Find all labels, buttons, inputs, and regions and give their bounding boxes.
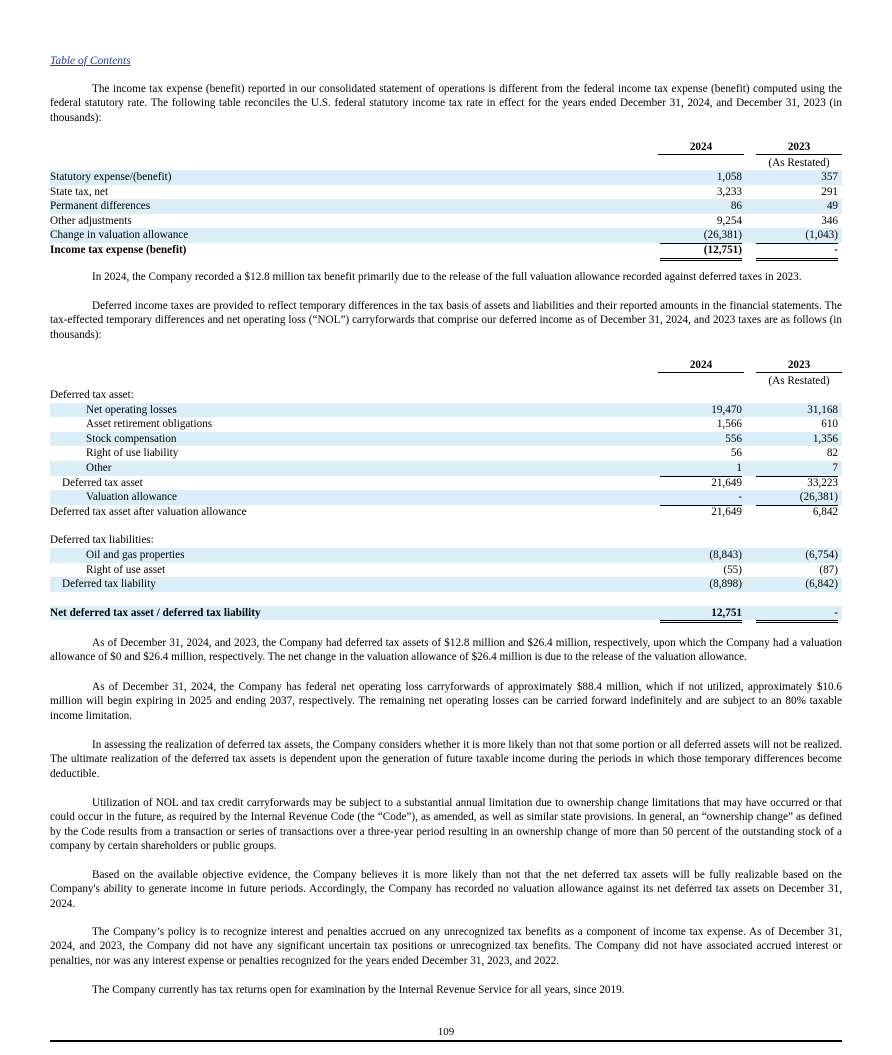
table-row (50, 214, 842, 229)
nol-paragraph: As of December 31, 2024, the Company has federal net operating loss carryforwards of approximately $88.4 million, which if not utilized, approximately $10.6 million will begin expiring in 2025 and ending 2037, respectively. The remaining net operating losses can be carried forward indefinitely and are subject to an 80% taxable income limitation. (50, 681, 842, 722)
value-2024: (55) (660, 563, 742, 579)
section-header (50, 533, 842, 548)
value-2023: (87) (756, 563, 838, 579)
table-row (50, 563, 842, 578)
row-label: Valuation allowance (86, 491, 178, 504)
row-label: Other (86, 461, 112, 474)
column-header-2023: 2023 (756, 358, 842, 373)
deferred-tax-table (50, 356, 842, 620)
as-restated-label: (As Restated) (768, 157, 830, 169)
value-2023: 31,168 (807, 403, 838, 416)
page-number: 109 (437, 1026, 455, 1038)
open-returns-paragraph: The Company currently has tax returns open for examination by the Internal Revenue Service for all years, since 2019. (92, 984, 625, 996)
value-2023: 6,842 (812, 505, 838, 518)
deferred-taxes-intro-paragraph: Deferred income taxes are provided to reflect temporary differences in the tax basis of assets and liabilities and their reported amounts in the financial statements. The tax-effected temporary differences and net operating loss (“NOL”) carryforwards that comprise our deferred income as of December 31, 2024, and 2023 taxes are as follows (in thousands): (50, 300, 842, 341)
row-label: Oil and gas properties (86, 548, 185, 561)
table-row (50, 185, 842, 200)
objective-evidence-paragraph: Based on the available objective evidence, the Company believes it is more likely than not that the net deferred tax assets will be fully realizable based on the Company's ability to generate income in future periods. Accordingly, the Company has recorded no valuation allowance against its net deferred tax assets on December 31, 2024. (50, 869, 842, 910)
row-label: State tax, net (50, 185, 109, 198)
value-2023: 610 (821, 418, 838, 431)
valuation-paragraph: As of December 31, 2024, and 2023, the Company had deferred tax assets of $12.8 million and $26.4 million, respectively, upon which the Company had a valuation allowance of $0 and $26.4 million, respectively. The net change in the valuation allowance of $26.4 million is due to the release of the valuation allowance. (50, 637, 842, 664)
column-header-2024: 2024 (658, 140, 744, 155)
tax-reconciliation-table (50, 138, 842, 258)
row-label: Permanent differences (50, 200, 151, 213)
value-2023: 357 (821, 171, 838, 183)
value-2024: 1 (660, 461, 742, 477)
value-2024: (26,381) (660, 228, 742, 244)
table-row (50, 446, 842, 461)
table-row (50, 170, 842, 185)
table-row (50, 490, 842, 505)
table-total-row (50, 243, 842, 258)
column-header-2024: 2024 (658, 358, 744, 373)
value-2024: 86 (730, 200, 742, 213)
row-label: Other adjustments (50, 214, 132, 227)
value-2023: - (756, 606, 838, 624)
subtotal-row (50, 505, 842, 520)
value-2024: - (660, 490, 742, 506)
row-label: Asset retirement obligations (86, 418, 213, 431)
policy-paragraph: The Company’s policy is to recognize interest and penalties accrued on any unrecognized tax benefits as a component of income tax expense. As of December 31, 2024, and 2023, the Company did not have any significant uncertain tax positions or unrecognized tax benefits. The Company did not have associated accrued interest or penalties, nor was any interest expense or penalties recognized for the years ended December 31, 2023, and 2022. (50, 926, 842, 967)
table-subheader (50, 374, 842, 388)
value-2024: 56 (730, 447, 742, 460)
row-label: Right of use liability (86, 447, 179, 460)
value-2023: (1,043) (756, 228, 838, 244)
row-label: Deferred tax asset (62, 476, 143, 489)
row-label: Stock compensation (86, 432, 177, 445)
deferred-tax-asset-header: Deferred tax asset: (50, 389, 134, 401)
table-of-contents-link[interactable]: Table of Contents (50, 55, 131, 67)
row-label: Net deferred tax asset / deferred tax liability (50, 606, 261, 619)
value-2023: 49 (826, 200, 838, 213)
table-row (50, 417, 842, 432)
value-2023: 7 (756, 461, 838, 477)
value-2024: 1,058 (716, 171, 742, 183)
value-2024: 12,751 (660, 606, 742, 624)
row-label: Right of use asset (86, 563, 166, 576)
row-label: Statutory expense/(benefit) (50, 171, 172, 183)
value-2024: 1,566 (716, 418, 742, 431)
column-header-2023: 2023 (756, 140, 842, 155)
table-row (50, 461, 842, 476)
value-2024: 19,470 (711, 403, 742, 416)
row-label: Change in valuation allowance (50, 229, 189, 242)
subtotal-row (50, 577, 842, 592)
table-subheader (50, 156, 842, 170)
value-2024: (8,843) (709, 548, 742, 561)
table-row (50, 432, 842, 447)
value-2024: 21,649 (711, 476, 742, 489)
value-2023: (26,381) (756, 490, 838, 506)
value-2023: 346 (821, 214, 838, 227)
section-header (50, 388, 842, 403)
value-2023: (6,842) (805, 578, 838, 591)
as-restated-label: (As Restated) (768, 375, 830, 387)
table-row (50, 199, 842, 214)
table-row (50, 228, 842, 243)
table-total-row (50, 606, 842, 621)
intro-paragraph: The income tax expense (benefit) reported in our consolidated statement of operations is different from the federal income tax expense (benefit) computed using the federal statutory rate. The following table reconciles the U.S. federal statutory income tax rate in effect for the years ended December 31, 2024, and December 31, 2023 (in thousands): (50, 83, 842, 124)
value-2024: (12,751) (660, 243, 742, 261)
value-2023: 1,356 (812, 432, 838, 445)
table-header (50, 138, 842, 156)
value-2023: 291 (821, 185, 838, 198)
value-2024: 556 (725, 432, 742, 445)
subtotal-row (50, 476, 842, 491)
table-row (50, 403, 842, 418)
utilization-paragraph: Utilization of NOL and tax credit carryforwards may be subject to a substantial annual limitation due to ownership change limitations that may have occurred or that could occur in the future, as required by the Internal Revenue Code (the “Code”), as amended, as well as similar state provisions. In general, an “ownership change” as defined by the Code results from a transaction or series of transactions over a three-year period resulting in an ownership change of more than 50 percent of the outstanding stock of a company by certain shareholders or public groups. (50, 797, 842, 852)
value-2023: 33,223 (807, 476, 838, 489)
row-label: Net operating losses (86, 403, 177, 416)
value-2024: 21,649 (711, 505, 742, 518)
tax-benefit-paragraph: In 2024, the Company recorded a $12.8 million tax benefit primarily due to the release of the full valuation allowance recorded against deferred taxes in 2023. (92, 271, 802, 283)
value-2024: 3,233 (716, 185, 742, 198)
table-header (50, 356, 842, 374)
value-2024: (8,898) (709, 578, 742, 591)
row-label: Income tax expense (benefit) (50, 243, 187, 256)
row-label: Deferred tax liability (62, 578, 156, 591)
value-2024: 9,254 (716, 214, 742, 227)
deferred-tax-liabilities-header: Deferred tax liabilities: (50, 534, 154, 547)
row-label: Deferred tax asset after valuation allowance (50, 505, 247, 518)
page-footer-rule (50, 1040, 842, 1042)
value-2023: (6,754) (805, 548, 838, 561)
table-row (50, 548, 842, 563)
realization-paragraph: In assessing the realization of deferred tax assets, the Company considers whether it is more likely than not that some portion or all deferred assets will not be realized. The ultimate realization of the deferred tax assets is dependent upon the generation of future taxable income during the periods in which those temporary differences become deductible. (50, 739, 842, 780)
value-2023: 82 (826, 447, 838, 460)
value-2023: - (756, 243, 838, 261)
